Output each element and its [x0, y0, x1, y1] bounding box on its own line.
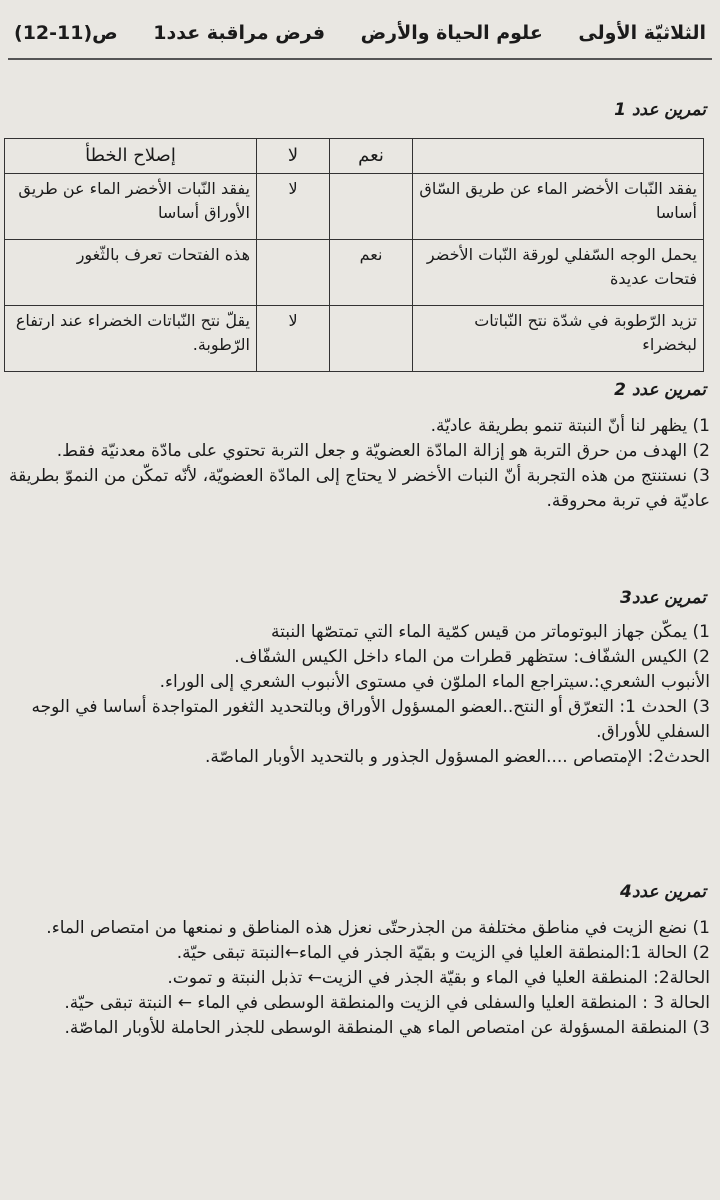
header-fix: إصلاح الخطأ: [5, 139, 257, 174]
yes-cell: [330, 306, 413, 372]
no-cell: لا: [257, 306, 330, 372]
table-header-row: [5, 139, 704, 174]
page-header: [8, 8, 712, 60]
no-cell: لا: [257, 174, 330, 240]
exercise3-title: تمرين عدد3: [619, 588, 706, 608]
fix-cell: هذه الفتحات تعرف بالثّغور: [5, 240, 257, 306]
subject: علوم الحياة والأرض: [360, 22, 543, 44]
table-row: [5, 306, 704, 372]
answer-line: الحالة2: المنطقة العليا في الماء و بقيّة الجذر في الزيت← تذبل النبتة و تموت.: [167, 968, 710, 988]
answer-line: 3) الحدث 1: التعرّق أو النتح..العضو المسؤول الأوراق وبالتحديد الثغور المتواجدة أساسا في الوجه السفلي للأوراق.: [31, 697, 710, 742]
table-row: [5, 174, 704, 240]
yes-cell: [330, 174, 413, 240]
answer-line: 2) الهدف من حرق التربة هو إزالة المادّة العضويّة و جعل التربة تحتوي على مادّة معدنيّة فقط.: [56, 441, 710, 461]
exercise2-answers: [8, 414, 710, 514]
answer-line: 3) المنطقة المسؤولة عن امتصاص الماء هي المنطقة الوسطى للجذر الحاملة للأوبار الماصّة.: [64, 1018, 710, 1038]
answer-line: الأنبوب الشعري:.سيتراجع الماء الملوّن في مستوى الأنبوب الشعري إلى الوراء.: [159, 672, 710, 692]
page-numbers: ص(11-12): [14, 22, 118, 44]
header-no: لا: [257, 139, 330, 174]
header-yes: نعم: [330, 139, 413, 174]
answer-line: الحدث2: الإمتصاص ....العضو المسؤول الجذور و بالتحديد الأوبار الماصّة.: [204, 747, 710, 767]
exercise3-answers: [8, 620, 710, 770]
answer-line: الحالة 3 : المنطقة العليا والسفلى في الزيت والمنطقة الوسطى في الماء ← النبتة تبقى حيّة.: [64, 993, 710, 1013]
answer-line: 1) يمكّن جهاز البوتوماتر من قيس كمّية الماء التي تمتصّها النبتة: [271, 622, 710, 642]
statement-cell: يحمل الوجه السّفلي لورقة النّبات الأخضر فتحات عديدة: [413, 240, 704, 306]
test-title: فرض مراقبة عدد1: [153, 22, 326, 44]
exercise4-title: تمرين عدد4: [619, 882, 706, 902]
statement-cell: تزيد الرّطوبة في شدّة نتح النّباتات لبخضراء: [413, 306, 704, 372]
yes-cell: نعم: [330, 240, 413, 306]
answer-line: 2) الحالة 1:المنطقة العليا في الزيت و بقيّة الجذر في الماء←النبتة تبقى حيّة.: [176, 943, 710, 963]
header-statement-cell: [413, 139, 704, 174]
answer-line: 3) نستنتج من هذه التجربة أنّ النبات الأخضر لا يحتاج إلى المادّة العضويّة، لأنّه تمكّن من النموّ بطريقة عاديّة في تربة محروقة.: [9, 466, 710, 511]
exercise1-table: [4, 138, 704, 372]
exercise2-title: تمرين عدد 2: [614, 380, 706, 400]
fix-cell: يفقد النّبات الأخضر الماء عن طريق الأوراق أساسا: [5, 174, 257, 240]
exercise1-title: تمرين عدد 1: [614, 100, 706, 120]
exercise4-answers: [8, 916, 710, 1041]
answer-line: 1) نضع الزيت في مناطق مختلفة من الجذرحتّى نعزل هذه المناطق و نمنعها من امتصاص الماء.: [46, 918, 710, 938]
fix-cell: يقلّ نتح النّباتات الخضراء عند ارتفاع الرّطوبة.: [5, 306, 257, 372]
answer-line: 1) يظهر لنا أنّ النبتة تنمو بطريقة عاديّة.: [430, 416, 710, 436]
class-name: الثلاثيّة الأولى: [578, 22, 706, 44]
statement-cell: يفقد النّبات الأخضر الماء عن طريق السّاق أساسا: [413, 174, 704, 240]
table-row: [5, 240, 704, 306]
answer-line: 2) الكيس الشفّاف: ستظهر قطرات من الماء داخل الكيس الشفّاف.: [234, 647, 710, 667]
no-cell: [257, 240, 330, 306]
